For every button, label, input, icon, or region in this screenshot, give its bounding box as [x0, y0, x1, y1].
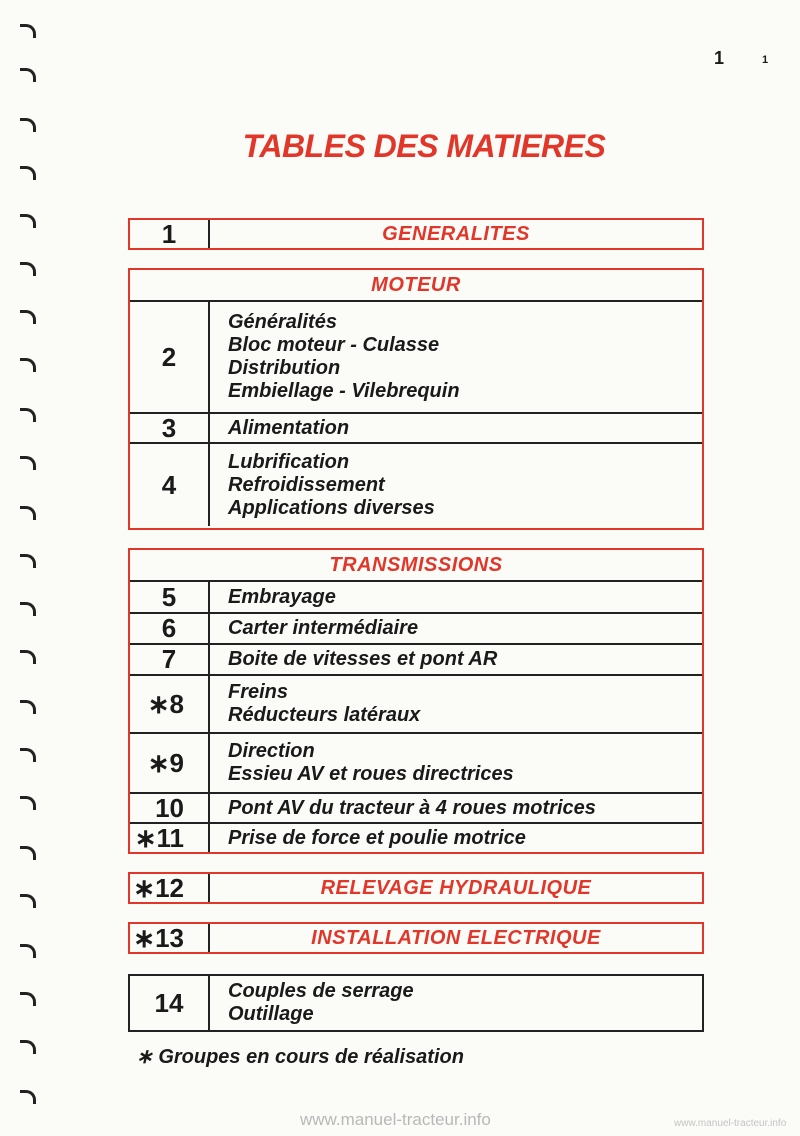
watermark: www.manuel-tracteur.info	[300, 1110, 491, 1129]
toc-entries	[210, 614, 702, 643]
toc-entry: Embiellage - Vilebrequin	[228, 380, 460, 402]
toc-entry: Embrayage	[228, 585, 336, 608]
toc-number: ∗9	[130, 734, 210, 792]
toc-number: 6	[130, 614, 210, 643]
toc-number: ∗8	[130, 676, 210, 732]
binder-hole	[20, 894, 36, 908]
toc-row	[130, 976, 702, 1030]
toc-entry: Essieu AV et roues directrices	[228, 763, 514, 785]
toc-entries	[210, 444, 702, 526]
toc-entry: Boite de vitesses et pont AR	[228, 648, 498, 670]
binder-hole	[20, 602, 36, 616]
toc-entry: Alimentation	[228, 416, 350, 439]
toc-row	[130, 792, 702, 822]
watermark-small: www.manuel-tracteur.info	[674, 1118, 787, 1129]
page-title: TABLES DES MATIERES	[242, 128, 606, 164]
toc-entries	[210, 645, 702, 674]
toc-entries	[210, 676, 702, 732]
page-number: 1	[714, 48, 725, 68]
binder-hole	[20, 796, 36, 810]
section-label: RELEVAGE HYDRAULIQUE	[320, 876, 592, 899]
toc-entry: Lubrification	[228, 450, 350, 473]
binder-hole	[20, 700, 36, 714]
toc-entries	[210, 976, 702, 1030]
toc-row	[130, 580, 702, 612]
toc-row	[130, 822, 702, 852]
toc-number: ∗11	[130, 824, 210, 852]
section-label: INSTALLATION ELECTRIQUE	[311, 926, 601, 949]
binder-hole	[20, 650, 36, 664]
binder-hole	[20, 24, 36, 38]
binder-hole	[20, 456, 36, 470]
toc-number: 10	[130, 794, 210, 822]
toc-number: 7	[130, 645, 210, 674]
toc-entry: Direction	[228, 740, 315, 762]
section-row	[130, 220, 702, 248]
toc-entry: Outillage	[228, 1003, 314, 1025]
section-row	[130, 924, 702, 952]
section-header: TRANSMISSIONS	[329, 553, 503, 576]
binder-hole	[20, 358, 36, 372]
toc-number: 3	[130, 414, 210, 442]
section-generalites	[128, 218, 704, 250]
section-couples	[128, 974, 704, 1032]
toc-entry: Freins	[228, 681, 289, 703]
binder-hole	[20, 1090, 36, 1104]
toc-number: 5	[130, 582, 210, 612]
toc-entries	[210, 582, 702, 612]
toc-row	[130, 300, 702, 412]
binder-hole	[20, 506, 36, 520]
toc-entry: Applications diverses	[228, 496, 435, 519]
toc-number: 14	[130, 976, 210, 1030]
section-electrique	[128, 922, 704, 954]
section-number: 1	[130, 220, 210, 248]
binder-hole	[20, 554, 36, 568]
binder-hole	[20, 408, 36, 422]
toc-entry: Pont AV du tracteur à 4 roues motrices	[228, 796, 596, 819]
section-relevage	[128, 872, 704, 904]
toc-entry: Généralités	[228, 311, 337, 333]
toc-entries	[210, 302, 702, 412]
toc-entry: Distribution	[228, 357, 341, 379]
section-row	[130, 874, 702, 902]
toc-entry: Couples de serrage	[228, 980, 414, 1002]
binder-hole	[20, 166, 36, 180]
toc-entries	[210, 824, 702, 852]
toc-row	[130, 674, 702, 732]
toc-row	[130, 643, 702, 674]
binder-hole	[20, 992, 36, 1006]
binder-hole	[20, 68, 36, 82]
binder-holes	[14, 0, 44, 1136]
toc-entries	[210, 794, 702, 822]
toc-entry: Refroidissement	[228, 473, 385, 496]
binder-hole	[20, 748, 36, 762]
toc-entry: Prise de force et poulie motrice	[228, 826, 526, 849]
binder-hole	[20, 214, 36, 228]
section-header: MOTEUR	[371, 273, 461, 296]
section-number: ∗13	[130, 924, 210, 952]
toc-entry: Carter intermédiaire	[228, 617, 419, 639]
toc-row	[130, 442, 702, 526]
toc-row	[130, 732, 702, 792]
section-label: GENERALITES	[382, 222, 530, 245]
toc-entries	[210, 414, 702, 442]
binder-hole	[20, 310, 36, 324]
toc-entry: Réducteurs latéraux	[228, 704, 421, 726]
binder-hole	[20, 262, 36, 276]
toc-entry: Bloc moteur - Culasse	[228, 334, 440, 356]
toc-number: 2	[130, 302, 210, 412]
binder-hole	[20, 1040, 36, 1054]
toc-row	[130, 612, 702, 643]
footnote: ∗ Groupes en cours de réalisation	[136, 1046, 464, 1068]
toc-number: 4	[130, 444, 210, 526]
section-transmissions	[128, 548, 704, 854]
page-number-small: 1	[762, 54, 769, 66]
binder-hole	[20, 846, 36, 860]
toc-entries	[210, 734, 702, 792]
toc-row	[130, 412, 702, 442]
binder-hole	[20, 944, 36, 958]
section-moteur	[128, 268, 704, 530]
section-number: ∗12	[130, 874, 210, 902]
